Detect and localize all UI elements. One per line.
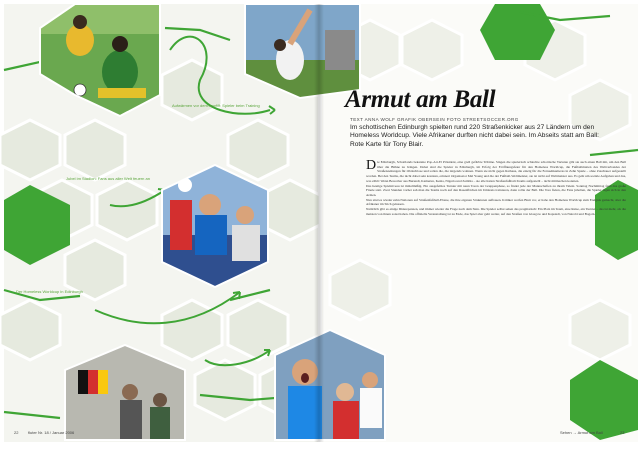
body-paragraph: ie Edinburgh, Schottlands bekannte Pop-Art-El Präsident, eine grell gefärbte Tribüne. Singen die spielerisch schlechte schottische Variante gibt sie auch einen Ball mit, um den Ball über die Bühne zu bringen. Dabei sind die Spieler in Edinburgh, im Erfolg der Eröffnungsfeier für den Homeless Worldcup, die Fußballmatten des Weltverbandes der Straßenzeitungen für Obdachlose und sollen die, die nirgends wohnen. Wenn sie nicht gegen Rathaus, die einzig für die Fernsehkameras in Zehn Spiele – ohne Zuschauer aufgestellt worden. Bei den Teams, die nicht dabei sein konnten, erinnert Organisator Mel Young und die der Fußball-Weltmeister, sie ist nicht auf Weltmeister aus. Es geht um soziale Aufgaben und das, was zählt: Wenn Bewerber aus Burundi, Kamerun, Kenia, Nigeria und Zambia – sie alle hatten Straßenfußball-Teams aufgestellt – nicht mitmachen konnten. bbox=[366, 160, 626, 183]
kicking-player-photo bbox=[245, 4, 360, 100]
green-hex-bottom-right bbox=[570, 360, 638, 440]
article-teaser: Im schottischen Edinburgh spielten rund 220 Straßenkicker aus 27 Ländern um den Homeless Worldcup. Viele Afrikaner durften nicht dabei sein. Im Abseits statt am Ball: Rote Karte für Tony Blair. bbox=[350, 124, 599, 148]
body-paragraph: Das heutige Spielniveau ist mittelmäßig. Ein ausgefeiltes Turnier mit neun Toren der Gruppenphase, so findet jede der Mannschaften zu ihrem Talent. Sonntag Nachmittag fand das große Finale statt. Zwei Stunden vorher sah man die Teams noch auf den Rasenflächen im Umkreis trainieren, dann rollte der Ball. Die Tore fielen, die Fans jubelten, die Spieler lagen sich in den Armen. bbox=[366, 183, 626, 197]
section-label: Sehen → Armut am Ball bbox=[560, 430, 603, 435]
right-page-number: 23 bbox=[620, 430, 625, 435]
photo-caption: Der Homeless Worldcup in Edinburgh bbox=[16, 289, 83, 294]
photo-caption: Jubel im Stadion: Fans aus aller Welt feuern an bbox=[66, 176, 150, 181]
body-paragraph: Nun sind es wieder zehn Nationen auf Straßenfußball-Ebene, die ihre eigenen Strukturen aufbauen. Kritiker werfen Blair vor, er habe den Homeless Worldcup zum Ereignis gemacht, aber die Afrikaner im Stich gelassen. bbox=[366, 197, 626, 207]
green-hex-top-right bbox=[480, 4, 555, 60]
magazine-issue-label: fluter Nr. 18 / Januar 2006 bbox=[28, 430, 75, 435]
article-credit: TEXT ANNA WOLF GRAFIK OBERSEIN FOTO STREETSOCCER.ORG bbox=[350, 117, 519, 122]
article-body bbox=[366, 160, 626, 216]
players-stretching-photo bbox=[40, 4, 160, 116]
photo-caption: Aufwärmen vor dem Anpfiff: Spieler beim Training bbox=[172, 103, 260, 108]
spine-gutter bbox=[314, 4, 324, 442]
drop-cap: D bbox=[366, 158, 377, 173]
left-page-number: 22 bbox=[14, 430, 19, 435]
flag-crowd-photo bbox=[65, 345, 185, 440]
body-paragraph: Natürlich gibt es einige Diskrepanzen, und immer wieder die Frage nach dem Sinn. Die Spieler selbst sehen das pragmatisch: Ein Platz im Team, eine Reise, ein Turnier – das ist mehr, als die meisten von ihnen sonst haben. Die offizielle Veranstaltung ist zu Ende, das Spiel aber geht weiter, auf den Straßen von Glasgow und Kapstadt, von Nairobi und Bogotá. bbox=[366, 207, 626, 216]
article-headline: Armut am Ball bbox=[345, 86, 496, 113]
